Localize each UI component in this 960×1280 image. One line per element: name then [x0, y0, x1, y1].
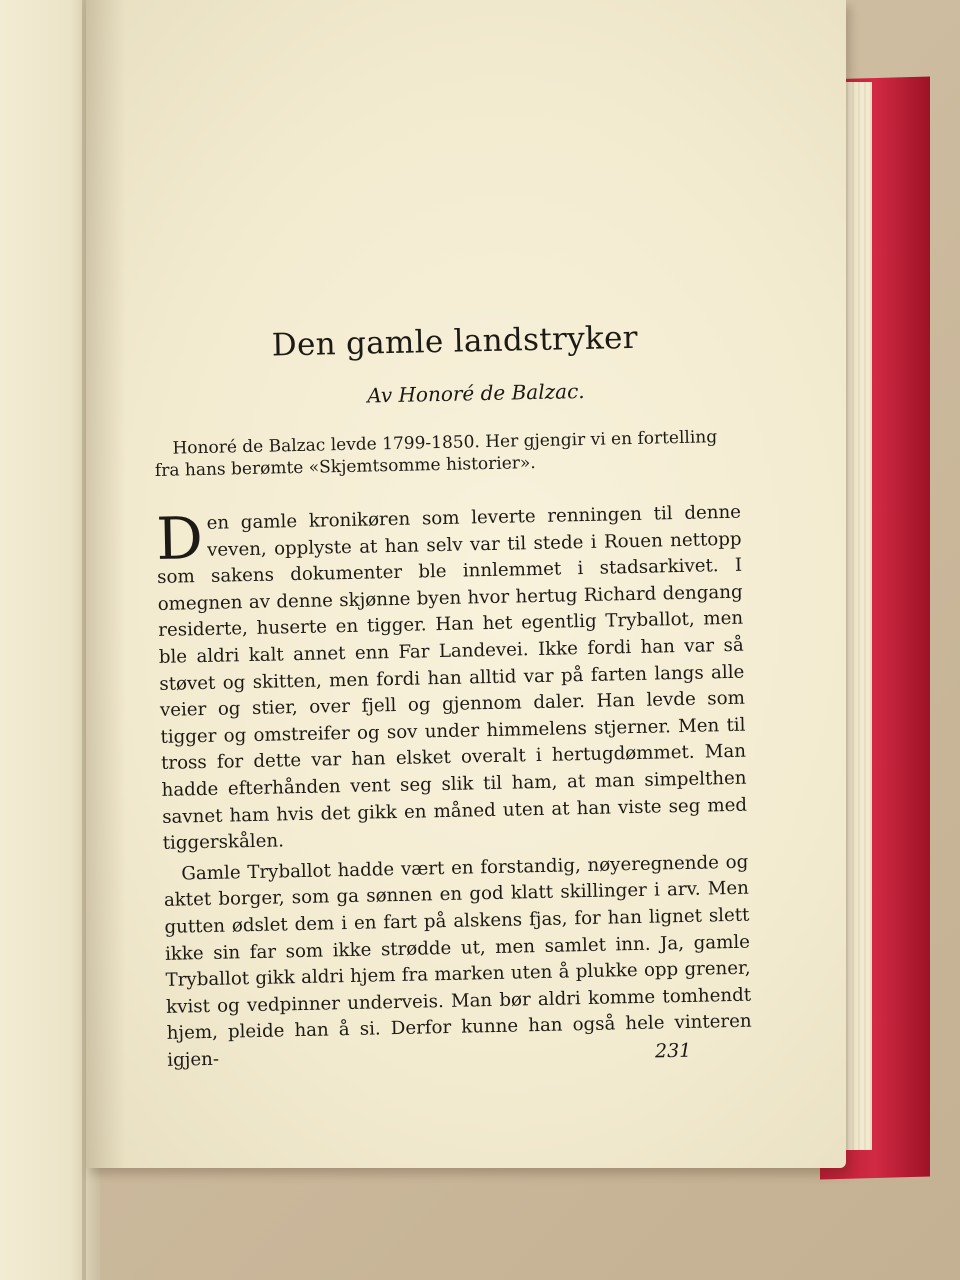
gutter-shadow — [86, 0, 126, 1168]
body-paragraph-2: Gamle Tryballot hadde vært en forstandig, nøyeregnende og aktet borger, som ga sønnen en god klatt skillinger i arv. Men gutten ødslet dem i en fart på alskens fjas, for han lignet slett ikke sin far som ikke strødde ut, men samlet inn. Ja, gamle Tryballot gikk aldri hjem fra marken uten å plukke opp grener, kvist og vedpinner underveis. Man bør aldri komme tomhendt hjem, pleide han å si. Derfor kunne han også hele vinteren igjen- — [163, 851, 752, 1071]
intro-text: Honoré de Balzac levde 1799-1850. Her gjengir vi en fortelling fra hans berømte «Skjemtsomme historier». — [154, 427, 718, 481]
chapter-author: Av Honoré de Balzac. — [366, 378, 585, 408]
paragraph-1-text: en gamle kronikøren som leverte renningen til denne veven, opplyste at han selv var til stede i Rouen nettopp som sakens dokumenter ble innlemmet i stadsarkivet. I omegnen av denne skjønne byen hvor hertug Richard dengang residerte, huserte en tigger. Han het egentlig Tryballot, men ble aldri kalt annet enn Far Landevei. Ikke fordi han var så støvet og skitten, men fordi han alltid var på farten langs alle veier og stier, over fjell og gjennom daler. Han levde som tigger og omstreifer og sov under himmelens stjerner. Men til tross for dette var han elsket overalt i hertugdømmet. Man hadde efterhånden vent seg slik til ham, at man simpelthen savnet ham hvis det gikk en måned uten at han viste seg med tiggerskålen. — [156, 501, 748, 855]
page-content — [152, 318, 752, 1075]
page-number: 231 — [654, 1039, 692, 1063]
chapter-title: Den gamle landstryker — [271, 319, 639, 364]
drop-cap: D — [155, 503, 204, 573]
body-paragraph-1 — [156, 500, 748, 858]
